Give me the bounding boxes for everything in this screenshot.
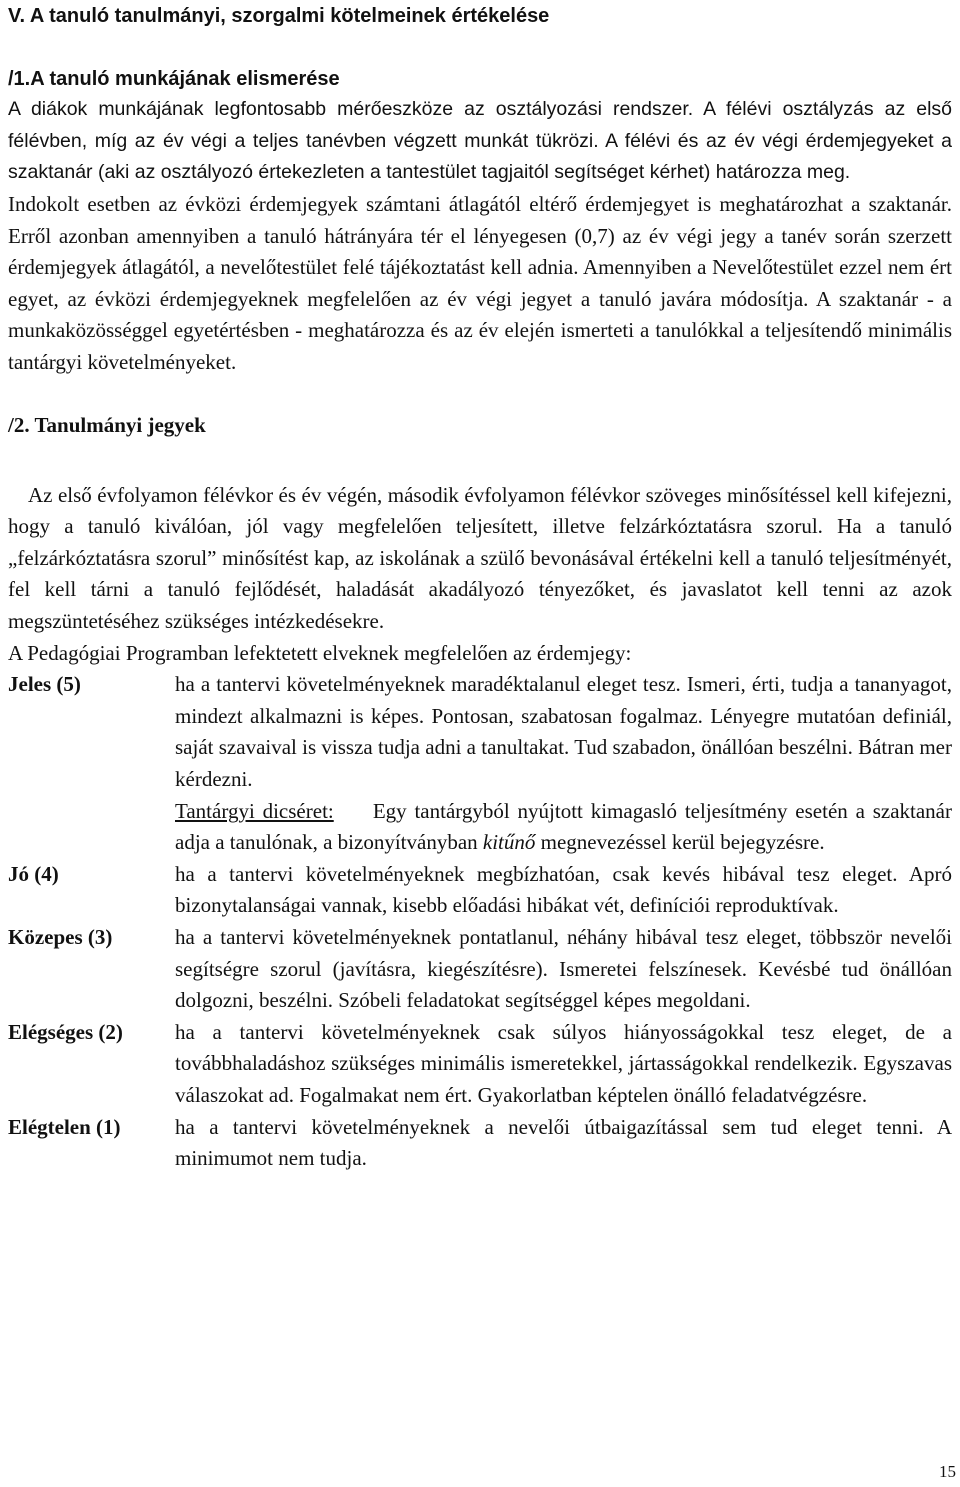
grade-description: ha a tantervi követelményeknek megbízhatóan, csak kevés hibával tesz eleget. Apró bizonytalanságai vannak, kisebb előadási hibákat vét, definíciói reproduktívak. <box>175 861 952 918</box>
page-number: 15 <box>939 1462 956 1481</box>
grade-row <box>8 1112 952 1175</box>
grades-lead: A Pedagógiai Programban lefektetett elveknek megfelelően az érdemjegy: <box>8 640 632 665</box>
paragraph: Indokolt esetben az évközi érdemjegyek számtani átlagától eltérő érdemjegyet is meghatározhat a szaktanár. Erről azonban amennyiben a tanuló hátrányára tér el lényegesen (0,7) az év végi jegy a tanév során szerzett érdemjegyek átlagától, a nevelőtestület felé tájékoztatást kell adnia. Amennyiben a Nevelőtestület ezzel nem ért egyet, az évközi érdemjegyeknek megfelelően az év végi jegyet a tanuló javára módosítja. A szaktanár - a munkaközösséggel egyetértésben - meghatározza és az év elején ismerteti a tanulókkal a teljesítendő minimális tantárgyi követelményeket. <box>8 192 952 375</box>
grade-description: ha a tantervi követelményeknek csak súlyos hiányosságokkal tesz eleget, de a továbbhaladáshoz szükséges minimális ismeretekkel, jártasságokkal rendelkezik. Egyszavas válaszokat ad. Fogalmakat nem ért. Gyakorlatban képtelen önálló feladatvégzésre. <box>175 1019 952 1107</box>
grade-description: ha a tantervi követelményeknek a nevelői útbaigazítással sem tud eleget tenni. A minimumot nem tudja. <box>175 1114 952 1171</box>
grade-name: Közepes (3) <box>8 924 113 949</box>
section-title: /1.A tanuló munkájának elismerése <box>8 68 340 90</box>
subject-praise-text: Egy tantárgyból nyújtott kimagasló teljesítmény esetén a szaktanár adja a tanulónak, a bizonyítványban <box>175 798 952 855</box>
subject-praise-text-end: megnevezéssel kerül bejegyzésre. <box>540 830 825 855</box>
grade-description <box>175 669 952 859</box>
subject-praise-emphasis: kitűnő <box>482 830 536 855</box>
grade-description: ha a tantervi követelményeknek pontatlanul, néhány hibával tesz eleget, többször nevelői segítségre szorul (javításra, kiegészítésre). Ismeretei felszínesek. Kevésbé tud önállóan dolgozni, beszélni. Szóbeli feladatokat segítséggel képes megoldani. <box>175 924 952 1013</box>
subject-praise <box>175 796 952 859</box>
paragraph: A diákok munkájának legfontosabb mérőeszköze az osztályozási rendszer. A félévi osztályzás az első félévben, míg az év végi a teljes tanévben végzett munkát tükrözi. A félévi és az év végi érdemjegyeket a szaktanár (aki az osztályozó értekezleten a tantestület tagjaitól segítséget kérhet) határozza meg. <box>8 98 952 184</box>
grade-name: Elégtelen (1) <box>8 1114 121 1139</box>
chapter-title: V. A tanuló tanulmányi, szorgalmi kötelmeinek értékelése <box>8 5 550 27</box>
paragraph: Az első évfolyamon félévkor és év végén, második évfolyamon félévkor szöveges minősítéssel kell kifejezni, hogy a tanuló kiválóan, jól vagy megfelelően teljesített, illetve felzárkóztatásra szorul. Ha a tanuló „felzárkóztatásra szorul” minősítést kap, az iskolának a szülő bevonásával értékelni kell a tanuló teljesítményét, fel kell tárni a tanuló fejlődését, haladását akadályozó tényezőket, és javaslatot kell tenni az azok megszüntetéséhez szükséges intézkedésekre. <box>8 482 952 634</box>
grade-row <box>8 859 952 922</box>
document-page <box>8 0 952 1175</box>
grade-name: Elégséges (2) <box>8 1019 123 1044</box>
section-title: /2. Tanulmányi jegyek <box>8 412 206 437</box>
grade-row <box>8 669 952 859</box>
grade-row <box>8 922 952 1017</box>
grade-name: Jeles (5) <box>8 672 81 697</box>
grade-description-text: ha a tantervi követelményeknek maradéktalanul eleget tesz. Ismeri, érti, tudja a tananyagot, mindezt alkalmazni is képes. Pontosan, szabatosan fogalmaz. Lényegre mutatóan definiál, saját szavaival is vissza tudja adni a tanultakat. Tud szabadon, önállóan beszélni. Bátran mer kérdezni. <box>175 672 952 792</box>
grade-name: Jó (4) <box>8 861 59 886</box>
grade-row <box>8 1017 952 1112</box>
subject-praise-label: Tantárgyi dicséret: <box>175 798 334 823</box>
